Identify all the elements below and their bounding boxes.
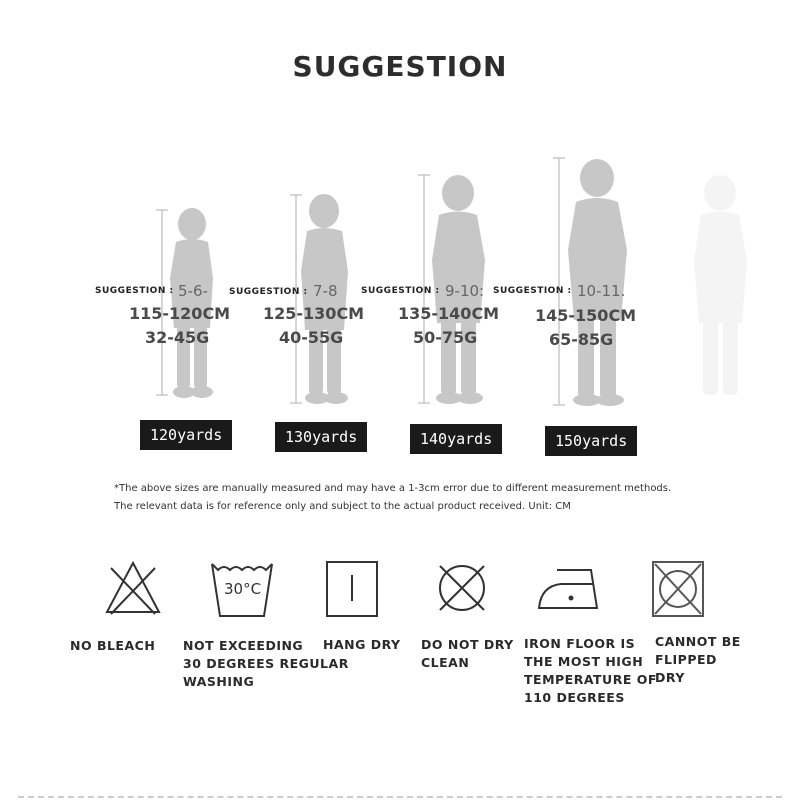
size-2-suggestion-label: SUGGESTION : (229, 287, 308, 297)
size-3-weight: 50-75G (413, 328, 478, 347)
size-1-suggestion-label: SUGGESTION : (95, 286, 174, 296)
size-1-height: 115-120CM (129, 304, 231, 323)
size-1-yards-unit: yards (177, 426, 223, 444)
size-4-age: 10-11. (577, 282, 626, 300)
page-title: SUGGESTION (292, 50, 508, 83)
size-1-yards-badge (140, 420, 232, 450)
no-bleach-icon (105, 560, 161, 620)
no-dry-clean-icon (435, 561, 489, 619)
size-2-yards-number: 130 (285, 428, 313, 446)
size-2-height: 125-130CM (263, 304, 365, 323)
wash-temperature-text: 30°C (224, 580, 262, 598)
hang-dry-icon (326, 561, 378, 621)
care-label-no-dry-clean: DO NOT DRY CLEAN (421, 637, 514, 670)
wash-30-icon (210, 560, 274, 624)
size-3-age: 9-10: (445, 282, 485, 300)
measurement-note-line-2: The relevant data is for reference only and subject to the actual product received. Unit: CM (114, 501, 571, 512)
size-2-weight: 40-55G (279, 328, 344, 347)
care-label-iron: IRON FLOOR IS THE MOST HIGH TEMPERATURE OF 110 DEGREES (524, 636, 657, 705)
size-2-yards-unit: yards (312, 428, 358, 446)
size-3-yards-unit: yards (447, 430, 493, 448)
care-label-hang-dry: HANG DRY (323, 637, 401, 652)
size-3-yards-badge (410, 424, 502, 454)
size-2-age: 7-8 (313, 282, 338, 300)
size-3-height: 135-140CM (398, 304, 500, 323)
size-4-suggestion-label: SUGGESTION : (493, 286, 572, 296)
measurement-note-line-1: *The above sizes are manually measured and may have a 1-3cm error due to different measurement methods. (114, 483, 672, 494)
size-2-yards-badge (275, 422, 367, 452)
dashed-divider (18, 796, 782, 798)
size-1-yards-number: 120 (150, 426, 178, 444)
size-4-yards-unit: yards (582, 432, 628, 450)
size-3-yards-number: 140 (420, 430, 448, 448)
size-4-weight: 65-85G (549, 330, 614, 349)
iron-low-icon (537, 564, 605, 618)
no-tumble-dry-icon (652, 561, 704, 621)
size-4-yards-number: 150 (555, 432, 583, 450)
care-label-no-bleach: NO BLEACH (70, 638, 156, 653)
size-3-suggestion-label: SUGGESTION : (361, 286, 440, 296)
size-4-height: 145-150CM (535, 306, 637, 325)
size-4-yards-badge (545, 426, 637, 456)
size-1-weight: 32-45G (145, 328, 210, 347)
care-label-no-tumble-dry: CANNOT BE FLIPPED DRY (655, 634, 741, 685)
care-label-wash-30: NOT EXCEEDING 30 DEGREES REGULAR WASHING (183, 638, 349, 689)
size-1-age: 5-6- (178, 282, 208, 300)
